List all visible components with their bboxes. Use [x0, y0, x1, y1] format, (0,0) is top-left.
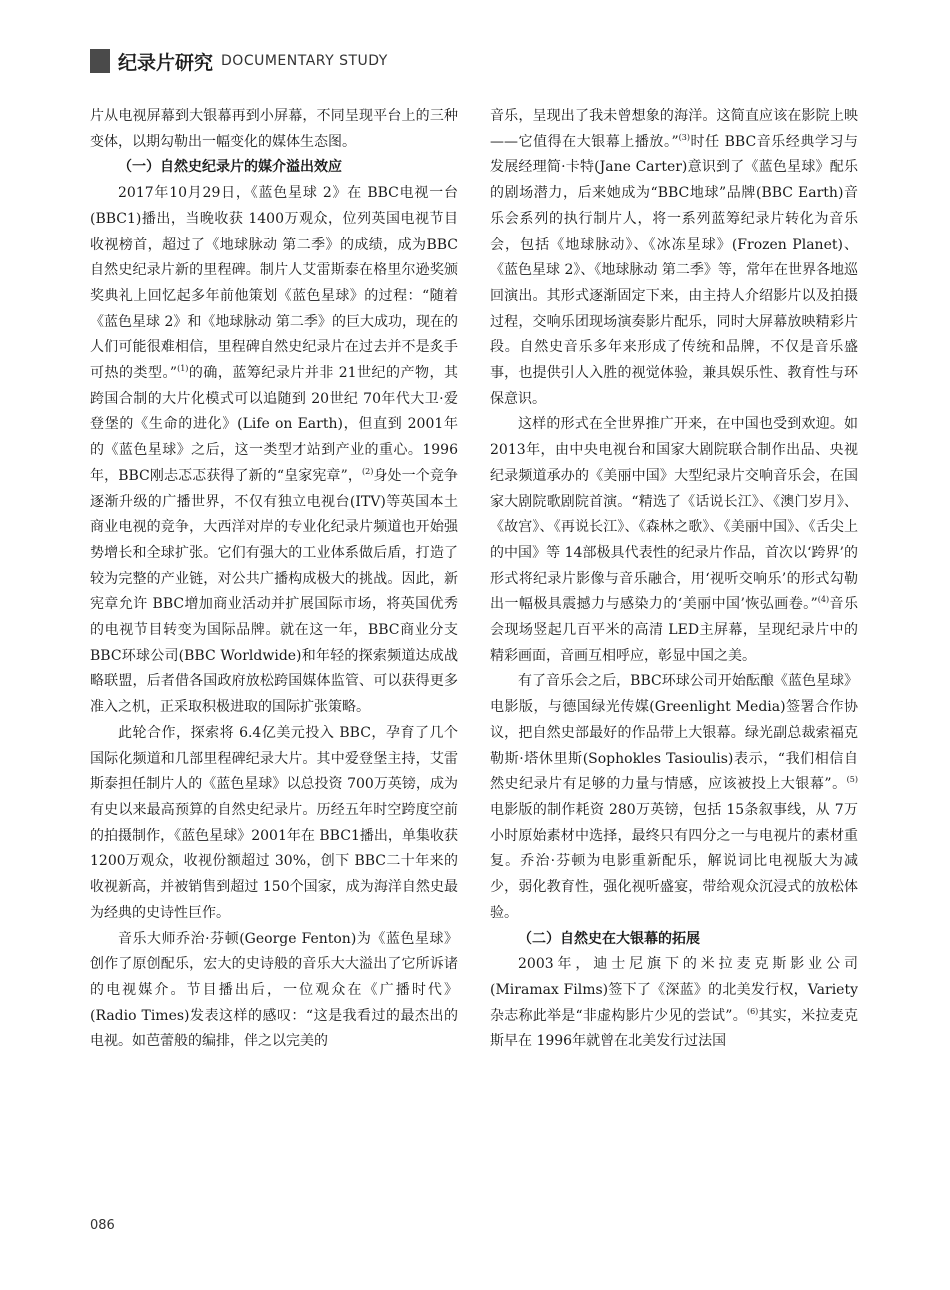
section-heading-2: （二）自然史在大银幕的拓展	[518, 930, 700, 947]
right-column	[490, 104, 858, 1055]
section-marker	[90, 49, 110, 73]
footnote-ref: (5)	[846, 775, 858, 785]
paragraph: 音乐大师乔治·芬顿(George Fenton)为《蓝色星球》创作了原创配乐，宏大的史诗般的音乐大大溢出了它所诉诸的电视媒介。节目播出后，一位观众在《广播时代》(Radio Times)发表这样的感叹：“这是我看过的最杰出的电视。如芭蕾般的编排，伴之以完美的	[90, 930, 458, 1050]
page-number: 086	[90, 1218, 115, 1233]
section-heading-1: （一）自然史纪录片的媒介溢出效应	[118, 159, 342, 176]
footnote-ref: (1)	[177, 364, 189, 374]
section-title-en: DOCUMENTARY STUDY	[221, 53, 388, 69]
page-header	[90, 48, 388, 74]
paragraph: 2017年10月29日，《蓝色星球 2》在 BBC电视一台(BBC1)播出，当晚收获 1400万观众，位列英国电视节目收视榜首，超过了《地球脉动 第二季》的成绩，成为BBC自然史纪录片新的里程碑。制片人艾雷斯泰在格里尔逊奖颁奖典礼上回忆起多年前他策划《蓝色星球》的过程：“随着《蓝色星球 2》和《地球脉动 第二季》的巨大成功，现在的人们可能很难相信，里程碑自然史纪录片在过去并不是炙手可热的类型。”$^{(1)}$的确，蓝筹纪录片并非 21世纪的产物，其跨国合制的大片化模式可以追随到 20世纪 70年代大卫·爱登堡的《生命的进化》(Life on Earth)，但直到 2001年的《蓝色星球》之后，这一类型才站到产业的重心。1996年，BBC刚忐忑忑获得了新的“皇家宪章”，$^{(2)}$身处一个竞争逐渐升级的广播世界，不仅有独立电视台(ITV)等英国本土商业电视的竞争，大西洋对岸的专业化纪录片频道也开始强势增长和全球扩张。它们有强大的工业体系做后盾，打造了较为完整的产业链，对公共广播构成极大的挑战。因此，新宪章允许 BBC增加商业活动并扩展国际市场，将英国优秀的电视节目转变为国际品牌。就在这一年，BBC商业分支 BBC环球公司(BBC Worldwide)和年轻的探索频道达成战略联盟，后者借各国政府放松跨国媒体监管、可以获得更多准入之机，正采取积极进取的国际扩张策略。	[90, 185, 458, 716]
paragraph: 此轮合作，探索将 6.4亿美元投入 BBC，孕育了几个国际化频道和几部里程碑纪录大片。其中爱登堡主持，艾雷斯泰担任制片人的《蓝色星球》以总投资 700万英镑，成为有史以来最高预算的自然史纪录片。历经五年时空跨度空前的拍摄制作，《蓝色星球》2001年在 BBC1播出，单集收获 1200万观众，收视份额超过 30%，创下 BBC二十年来的收视新高，并被销售到超过 150个国家，成为海洋自然史最为经典的史诗性巨作。	[90, 724, 458, 921]
section-title-cn: 纪录片研究	[118, 51, 214, 74]
paragraph: 2003年，迪士尼旗下的米拉麦克斯影业公司(Miramax Films)签下了《深蓝》的北美发行权，Variety杂志称此举是“非虚构影片少见的尝试”。$^{(6)}$其实，米拉麦克斯早在 1996年就曾在北美发行过法国	[490, 956, 859, 1050]
paragraph: 有了音乐会之后，BBC环球公司开始酝酿《蓝色星球》电影版，与德国绿光传媒(Greenlight Media)签署合作协议，把自然史部最好的作品带上大银幕。绿光副总裁索福克勒斯·塔休里斯(Sophokles Tasioulis)表示，“我们相信自然史纪录片有足够的力量与情感，应该被投上大银幕”。$^{(5)}$电影版的制作耗资 280万英镑，包括 15条叙事线，从 7万小时原始素材中选择，最终只有四分之一与电视片的素材重复。乔治·芬顿为电影重新配乐，解说词比电视版大为减少，弱化教育性，强化视听盛宴，带给观众沉浸式的放松体验。	[490, 673, 858, 921]
footnote-ref: (3)	[678, 132, 691, 142]
footnote-ref: (2)	[361, 466, 374, 476]
footnote-ref: (4)	[817, 595, 830, 605]
footnote-ref: (6)	[746, 1006, 759, 1016]
paragraph-continued: 片从电视屏幕到大银幕再到小屏幕，不同呈现平台上的三种变体，以期勾勒出一幅变化的媒体生态图。	[90, 108, 458, 150]
paragraph: 这样的形式在全世界推广开来，在中国也受到欢迎。如 2013年，由中央电视台和国家大剧院联合制作出品、央视纪录频道承办的《美丽中国》大型纪录片交响音乐会，在国家大剧院歌剧院首演。“精选了《话说长江》、《澳门岁月》、《故宫》、《再说长江》、《森林之歌》、《美丽中国》、《舌尖上的中国》等 14部极具代表性的纪录片作品，首次以‘跨界’的形式将纪录片影像与音乐融合，用‘视听交响乐’的形式勾勒出一幅极具震撼力与感染力的‘美丽中国’恢弘画卷。”$^{(4)}$音乐会现场竖起几百平米的高清 LED主屏幕，呈现纪录片中的精彩画面，音画互相呼应，彰显中国之美。	[490, 416, 859, 664]
paragraph-continued: 音乐，呈现出了我未曾想象的海洋。这简直应该在影院上映——它值得在大银幕上播放。”$^{(3)}$时任 BBC音乐经典学习与发展经理简·卡特(Jane Carter)意识到了《蓝色星球》配乐的剧场潜力，后来她成为“BBC地球”品牌(BBC Earth)音乐会系列的执行制片人，将一系列蓝筹纪录片转化为音乐会，包括《地球脉动》、《冰冻星球》(Frozen Planet)、《蓝色星球 2》、《地球脉动 第二季》等，常年在世界各地巡回演出。其形式逐渐固定下来，由主持人介绍影片以及拍摄过程，交响乐团现场演奏影片配乐，同时大屏幕放映精彩片段。自然史音乐多年来形成了传统和品牌，不仅是音乐盛事，也提供引人入胜的视觉体验，兼具娱乐性、教育性与环保意识。	[490, 108, 858, 407]
left-column	[90, 104, 458, 1055]
